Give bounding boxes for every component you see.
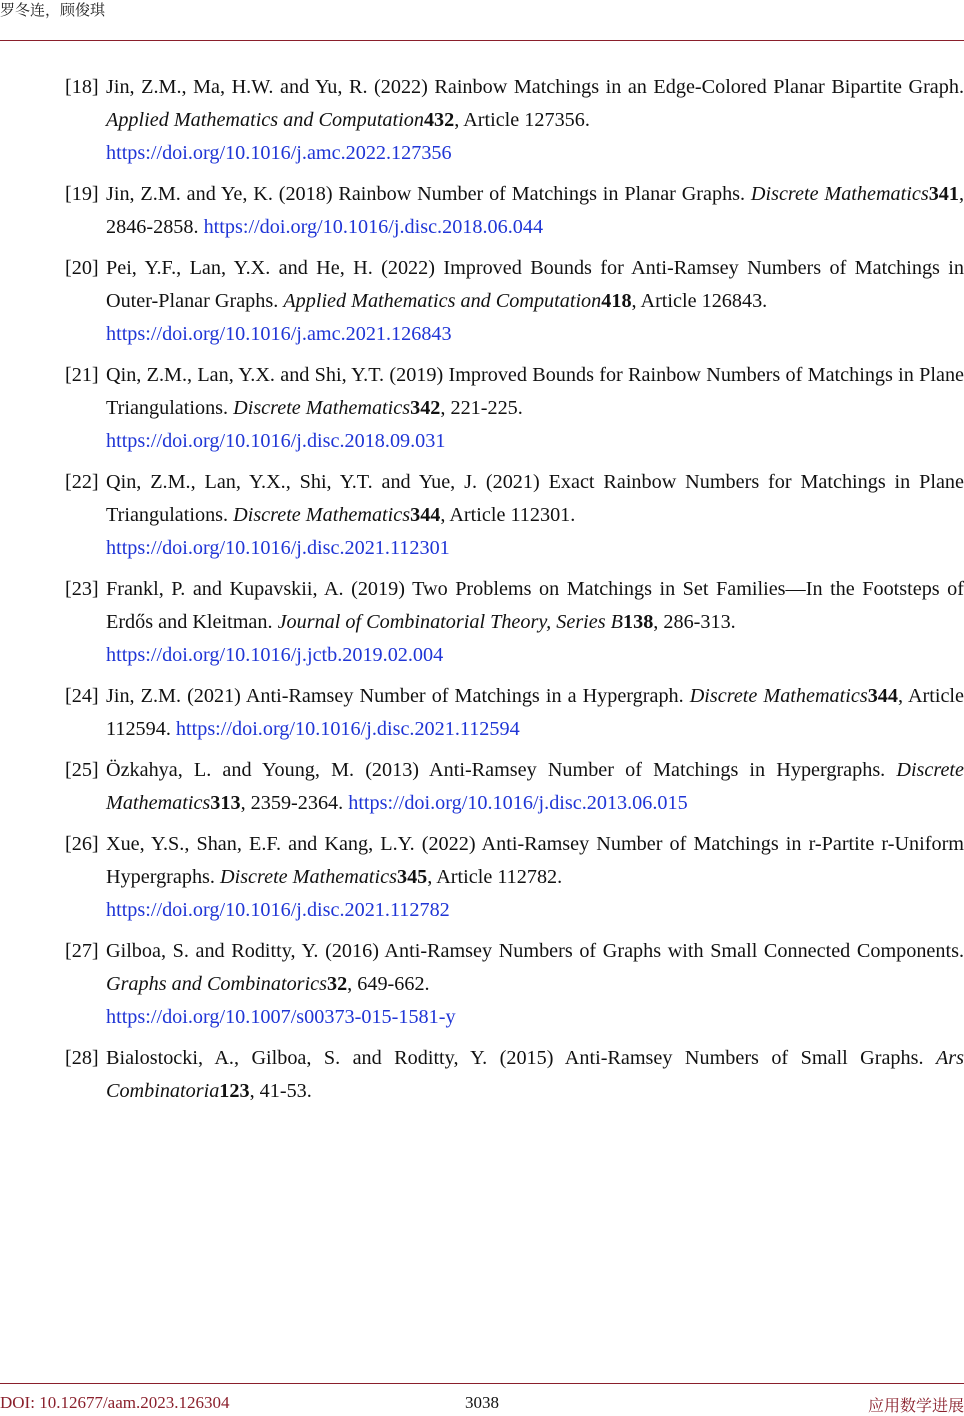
reference-pages: , 41-53. [249, 1080, 312, 1102]
reference-journal: Applied Mathematics and Computation [106, 109, 424, 131]
reference-volume: 123 [219, 1080, 250, 1102]
reference-volume: 138 [623, 611, 654, 633]
reference-volume: 344 [867, 685, 898, 707]
reference-item [65, 754, 964, 820]
reference-list [65, 71, 964, 1116]
reference-body [106, 71, 964, 170]
reference-body [106, 754, 964, 820]
reference-authors-title: Xue, Y.S., Shan, E.F. and Kang, L.Y. (2022) Anti-Ramsey Number of Matchings in r-Partite r-Uniform Hypergraphs. [106, 833, 964, 888]
reference-pages: , 2846-2858. [106, 183, 964, 238]
reference-pages: , Article 112594. [106, 685, 964, 740]
reference-number: [24] [65, 685, 99, 707]
reference-item [65, 1042, 964, 1108]
reference-item [65, 828, 964, 927]
reference-item [65, 466, 964, 565]
reference-item [65, 178, 964, 244]
reference-authors-title: Jin, Z.M. (2021) Anti-Ramsey Number of Matchings in a Hypergraph. [106, 685, 690, 707]
reference-number: [19] [65, 183, 99, 205]
page-header [0, 0, 964, 41]
footer-doi: DOI: 10.12677/aam.2023.126304 [0, 1393, 230, 1412]
reference-body [106, 466, 964, 565]
reference-number: [20] [65, 257, 99, 279]
reference-authors-title: Frankl, P. and Kupavskii, A. (2019) Two Problems on Matchings in Set Families—In the Footsteps of Erdős and Kleitman. [106, 578, 964, 633]
reference-pages: , Article 126843. [631, 290, 768, 312]
page-footer [0, 1383, 964, 1415]
footer-journal-name: 应用数学进展 [867, 1396, 964, 1415]
reference-number: [18] [65, 76, 99, 98]
reference-item [65, 680, 964, 746]
reference-item [65, 252, 964, 351]
page-number: 3038 [465, 1393, 499, 1412]
reference-number: [21] [65, 364, 99, 386]
reference-pages: , 2359-2364. [240, 792, 349, 814]
reference-pages: , Article 112782. [427, 866, 563, 888]
reference-journal: Discrete Mathematics [106, 759, 964, 814]
reference-doi-link[interactable]: https://doi.org/10.1016/j.disc.2018.06.044 [203, 216, 544, 238]
reference-journal: Ars Combinatoria [106, 1047, 964, 1102]
reference-body [106, 252, 964, 351]
reference-volume: 342 [410, 397, 441, 419]
reference-authors-title: Pei, Y.F., Lan, Y.X. and He, H. (2022) Improved Bounds for Anti-Ramsey Numbers of Matchings in Outer-Planar Graphs. [106, 257, 964, 312]
reference-item [65, 359, 964, 458]
reference-volume: 341 [928, 183, 959, 205]
reference-pages: , 286-313. [653, 611, 736, 633]
reference-authors-title: Gilboa, S. and Roditty, Y. (2016) Anti-Ramsey Numbers of Graphs with Small Connected Components. [106, 940, 964, 962]
reference-number: [27] [65, 940, 99, 962]
reference-number: [23] [65, 578, 99, 600]
reference-volume: 418 [601, 290, 632, 312]
reference-authors-title: Qin, Z.M., Lan, Y.X. and Shi, Y.T. (2019) Improved Bounds for Rainbow Numbers of Matchings in Plane Triangulations. [106, 364, 964, 419]
reference-doi-link[interactable]: https://doi.org/10.1016/j.amc.2022.127356 [106, 142, 452, 164]
reference-volume: 344 [410, 504, 441, 526]
reference-pages: , 221-225. [440, 397, 523, 419]
reference-volume: 345 [396, 866, 428, 888]
reference-journal: Applied Mathematics and Computation [283, 290, 602, 312]
reference-journal: Graphs and Combinatorics [106, 973, 327, 995]
reference-volume: 32 [326, 973, 348, 995]
reference-journal: Journal of Combinatorial Theory, Series B [277, 611, 623, 633]
reference-doi-link[interactable]: https://doi.org/10.1016/j.amc.2021.126843 [106, 323, 452, 345]
reference-journal: Discrete Mathematics [220, 866, 397, 888]
reference-doi-link[interactable]: https://doi.org/10.1007/s00373-015-1581-y [106, 1006, 456, 1028]
reference-authors-title: Qin, Z.M., Lan, Y.X., Shi, Y.T. and Yue, J. (2021) Exact Rainbow Numbers for Matchings in Plane Triangulations. [106, 471, 964, 526]
reference-body [106, 680, 964, 746]
reference-item [65, 71, 964, 170]
reference-authors-title: Jin, Z.M. and Ye, K. (2018) Rainbow Number of Matchings in Planar Graphs. [106, 183, 751, 205]
reference-doi-link[interactable]: https://doi.org/10.1016/j.disc.2021.112782 [106, 899, 450, 921]
reference-item [65, 573, 964, 672]
reference-authors-title: Jin, Z.M., Ma, H.W. and Yu, R. (2022) Rainbow Matchings in an Edge-Colored Planar Bipartite Graph. [106, 76, 964, 98]
reference-journal: Discrete Mathematics [233, 397, 411, 419]
reference-authors-title: Özkahya, L. and Young, M. (2013) Anti-Ramsey Number of Matchings in Hypergraphs. [106, 759, 897, 781]
header-authors: 罗冬连，顾俊琪 [0, 1, 106, 19]
reference-doi-link[interactable]: https://doi.org/10.1016/j.disc.2021.112594 [175, 718, 520, 740]
reference-body [106, 573, 964, 672]
reference-number: [25] [65, 759, 99, 781]
reference-journal: Discrete Mathematics [750, 183, 929, 205]
reference-doi-link[interactable]: https://doi.org/10.1016/j.disc.2013.06.015 [348, 792, 688, 814]
reference-body [106, 178, 964, 244]
reference-volume: 313 [210, 792, 241, 814]
reference-pages: , 649-662. [347, 973, 430, 995]
reference-pages: , Article 112301. [440, 504, 576, 526]
reference-authors-title: Bialostocki, A., Gilboa, S. and Roditty, Y. (2015) Anti-Ramsey Numbers of Small Graphs. [106, 1047, 936, 1069]
reference-number: [22] [65, 471, 99, 493]
reference-item [65, 935, 964, 1034]
reference-body [106, 935, 964, 1034]
reference-number: [26] [65, 833, 99, 855]
reference-body [106, 828, 964, 927]
reference-volume: 432 [423, 109, 455, 131]
reference-pages: , Article 127356. [454, 109, 590, 131]
reference-doi-link[interactable]: https://doi.org/10.1016/j.disc.2021.112301 [106, 537, 450, 559]
reference-doi-link[interactable]: https://doi.org/10.1016/j.jctb.2019.02.004 [106, 644, 444, 666]
reference-journal: Discrete Mathematics [689, 685, 868, 707]
reference-doi-link[interactable]: https://doi.org/10.1016/j.disc.2018.09.031 [106, 430, 446, 452]
reference-body [106, 359, 964, 458]
reference-journal: Discrete Mathematics [233, 504, 411, 526]
reference-body [106, 1042, 964, 1108]
reference-number: [28] [65, 1047, 99, 1069]
